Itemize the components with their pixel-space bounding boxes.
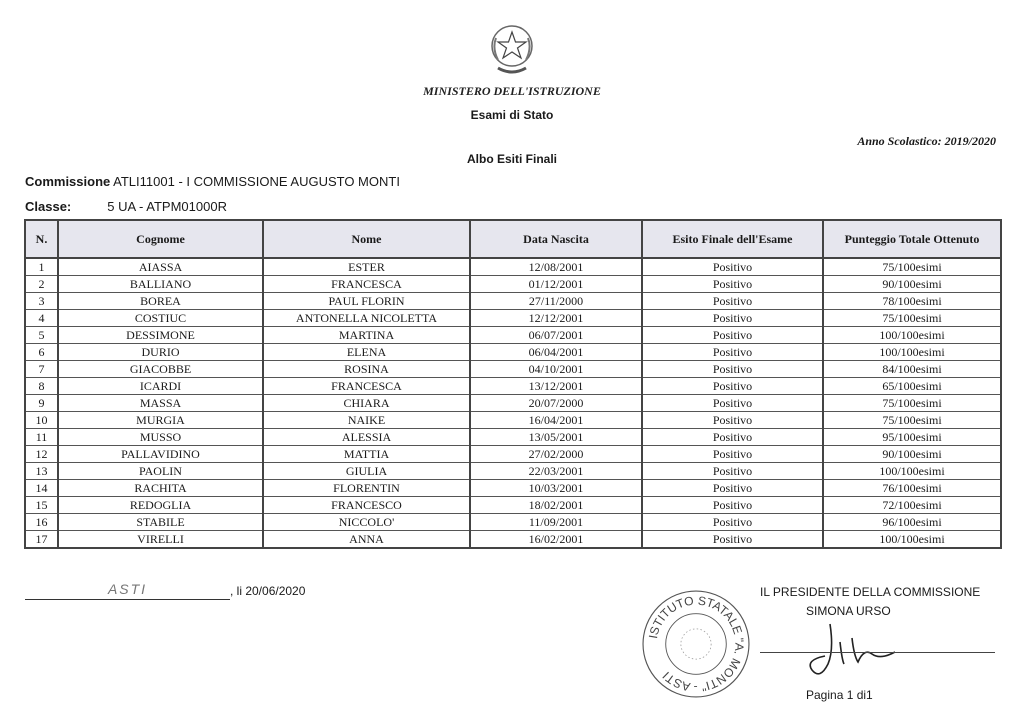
cell-birth-date: 27/02/2000 (470, 446, 642, 463)
cell-surname: MASSA (58, 395, 263, 412)
cell-result: Positivo (642, 463, 823, 480)
ministry-name: MINISTERO DELL'ISTRUZIONE (423, 84, 601, 98)
cell-result: Positivo (642, 276, 823, 293)
cell-number: 6 (25, 344, 58, 361)
table-row (25, 258, 1001, 276)
cell-surname: PAOLIN (58, 463, 263, 480)
cell-surname: REDOGLIA (58, 497, 263, 514)
cell-score: 84/100esimi (823, 361, 1001, 378)
cell-name: CHIARA (263, 395, 470, 412)
cell-score: 76/100esimi (823, 480, 1001, 497)
place-date-line (25, 580, 305, 600)
cell-name: ELENA (263, 344, 470, 361)
cell-name: FRANCESCA (263, 276, 470, 293)
cell-score: 100/100esimi (823, 463, 1001, 480)
school-stamp-icon (640, 588, 752, 700)
cell-surname: GIACOBBE (58, 361, 263, 378)
cell-birth-date: 04/10/2001 (470, 361, 642, 378)
cell-name: FRANCESCA (263, 378, 470, 395)
cell-surname: VIRELLI (58, 531, 263, 549)
table-row (25, 480, 1001, 497)
table-row (25, 344, 1001, 361)
cell-birth-date: 16/02/2001 (470, 531, 642, 549)
cell-score: 100/100esimi (823, 344, 1001, 361)
cell-result: Positivo (642, 258, 823, 276)
cell-result: Positivo (642, 531, 823, 549)
cell-number: 8 (25, 378, 58, 395)
cell-birth-date: 16/04/2001 (470, 412, 642, 429)
cell-number: 2 (25, 276, 58, 293)
table-row (25, 395, 1001, 412)
document-title: Albo Esiti Finali (466, 152, 557, 166)
place-underline (25, 580, 230, 600)
cell-birth-date: 12/08/2001 (470, 258, 642, 276)
cell-result: Positivo (642, 429, 823, 446)
cell-name: NAIKE (263, 412, 470, 429)
table-row (25, 429, 1001, 446)
cell-name: GIULIA (263, 463, 470, 480)
exam-title: Esami di Stato (470, 108, 554, 122)
cell-score: 75/100esimi (823, 310, 1001, 327)
cell-name: MATTIA (263, 446, 470, 463)
commission-value: ATLI11001 - I COMMISSIONE AUGUSTO MONTI (113, 174, 400, 189)
president-title: IL PRESIDENTE DELLA COMMISSIONE (760, 585, 981, 599)
cell-score: 75/100esimi (823, 258, 1001, 276)
president-block (760, 584, 1000, 619)
table-row (25, 446, 1001, 463)
class-line (25, 199, 227, 214)
cell-result: Positivo (642, 310, 823, 327)
cell-number: 1 (25, 258, 58, 276)
cell-number: 16 (25, 514, 58, 531)
cell-name: NICCOLO' (263, 514, 470, 531)
column-header-result: Esito Finale dell'Esame (642, 220, 823, 258)
cell-birth-date: 27/11/2000 (470, 293, 642, 310)
cell-birth-date: 20/07/2000 (470, 395, 642, 412)
place-handwritten: ASTI (107, 581, 148, 597)
cell-birth-date: 06/04/2001 (470, 344, 642, 361)
president-name: SIMONA URSO (806, 604, 891, 618)
table-header-row (25, 220, 1001, 258)
cell-name: PAUL FLORIN (263, 293, 470, 310)
cell-surname: PALLAVIDINO (58, 446, 263, 463)
cell-surname: ICARDI (58, 378, 263, 395)
cell-result: Positivo (642, 446, 823, 463)
results-table (24, 219, 1002, 549)
class-value: 5 UA - ATPM01000R (107, 199, 227, 214)
cell-number: 3 (25, 293, 58, 310)
commission-label: Commissione (25, 174, 111, 189)
class-label: Classe: (25, 199, 72, 214)
cell-score: 90/100esimi (823, 446, 1001, 463)
page-number: Pagina 1 di1 (806, 688, 873, 702)
cell-number: 17 (25, 531, 58, 549)
cell-result: Positivo (642, 344, 823, 361)
cell-name: ANNA (263, 531, 470, 549)
cell-surname: STABILE (58, 514, 263, 531)
cell-result: Positivo (642, 327, 823, 344)
cell-number: 15 (25, 497, 58, 514)
cell-surname: COSTIUC (58, 310, 263, 327)
column-header-score: Punteggio Totale Ottenuto (823, 220, 1001, 258)
cell-name: FRANCESCO (263, 497, 470, 514)
cell-number: 11 (25, 429, 58, 446)
document-date: , li 20/06/2020 (230, 584, 306, 598)
cell-score: 95/100esimi (823, 429, 1001, 446)
signature-line (760, 652, 995, 653)
cell-result: Positivo (642, 497, 823, 514)
cell-surname: MURGIA (58, 412, 263, 429)
column-header-number: N. (25, 220, 58, 258)
cell-name: ANTONELLA NICOLETTA (263, 310, 470, 327)
cell-number: 7 (25, 361, 58, 378)
cell-name: MARTINA (263, 327, 470, 344)
cell-number: 4 (25, 310, 58, 327)
table-row (25, 361, 1001, 378)
cell-number: 14 (25, 480, 58, 497)
cell-birth-date: 10/03/2001 (470, 480, 642, 497)
cell-result: Positivo (642, 480, 823, 497)
cell-result: Positivo (642, 395, 823, 412)
cell-number: 12 (25, 446, 58, 463)
table-row (25, 497, 1001, 514)
table-row (25, 514, 1001, 531)
italian-republic-emblem-icon (486, 18, 538, 78)
cell-score: 100/100esimi (823, 327, 1001, 344)
cell-surname: BALLIANO (58, 276, 263, 293)
table-row (25, 531, 1001, 549)
stamp-text: ISTITUTO STATALE "A. MONTI" - ASTI (646, 593, 747, 695)
cell-number: 13 (25, 463, 58, 480)
cell-name: ROSINA (263, 361, 470, 378)
cell-number: 9 (25, 395, 58, 412)
cell-score: 65/100esimi (823, 378, 1001, 395)
table-row (25, 412, 1001, 429)
cell-result: Positivo (642, 412, 823, 429)
cell-score: 90/100esimi (823, 276, 1001, 293)
cell-score: 72/100esimi (823, 497, 1001, 514)
cell-score: 78/100esimi (823, 293, 1001, 310)
table-row (25, 463, 1001, 480)
cell-surname: MUSSO (58, 429, 263, 446)
cell-surname: BOREA (58, 293, 263, 310)
cell-birth-date: 12/12/2001 (470, 310, 642, 327)
cell-result: Positivo (642, 361, 823, 378)
table-body (25, 258, 1001, 548)
cell-birth-date: 06/07/2001 (470, 327, 642, 344)
table-row (25, 378, 1001, 395)
cell-score: 96/100esimi (823, 514, 1001, 531)
cell-score: 100/100esimi (823, 531, 1001, 549)
svg-text:ISTITUTO STATALE "A. MONTI" - (646, 594, 746, 695)
column-header-surname: Cognome (58, 220, 263, 258)
commission-line (25, 174, 400, 189)
cell-number: 5 (25, 327, 58, 344)
cell-name: ESTER (263, 258, 470, 276)
table-row (25, 293, 1001, 310)
cell-result: Positivo (642, 514, 823, 531)
cell-birth-date: 01/12/2001 (470, 276, 642, 293)
cell-birth-date: 18/02/2001 (470, 497, 642, 514)
cell-birth-date: 22/03/2001 (470, 463, 642, 480)
cell-birth-date: 11/09/2001 (470, 514, 642, 531)
cell-number: 10 (25, 412, 58, 429)
column-header-name: Nome (263, 220, 470, 258)
table-row (25, 310, 1001, 327)
school-year: Anno Scolastico: 2019/2020 (857, 134, 996, 148)
cell-name: FLORENTIN (263, 480, 470, 497)
cell-surname: RACHITA (58, 480, 263, 497)
cell-score: 75/100esimi (823, 412, 1001, 429)
cell-birth-date: 13/12/2001 (470, 378, 642, 395)
cell-birth-date: 13/05/2001 (470, 429, 642, 446)
cell-result: Positivo (642, 378, 823, 395)
table-row (25, 276, 1001, 293)
cell-surname: DESSIMONE (58, 327, 263, 344)
column-header-birth-date: Data Nascita (470, 220, 642, 258)
cell-score: 75/100esimi (823, 395, 1001, 412)
cell-surname: DURIO (58, 344, 263, 361)
cell-name: ALESSIA (263, 429, 470, 446)
cell-result: Positivo (642, 293, 823, 310)
table-row (25, 327, 1001, 344)
cell-surname: AIASSA (58, 258, 263, 276)
